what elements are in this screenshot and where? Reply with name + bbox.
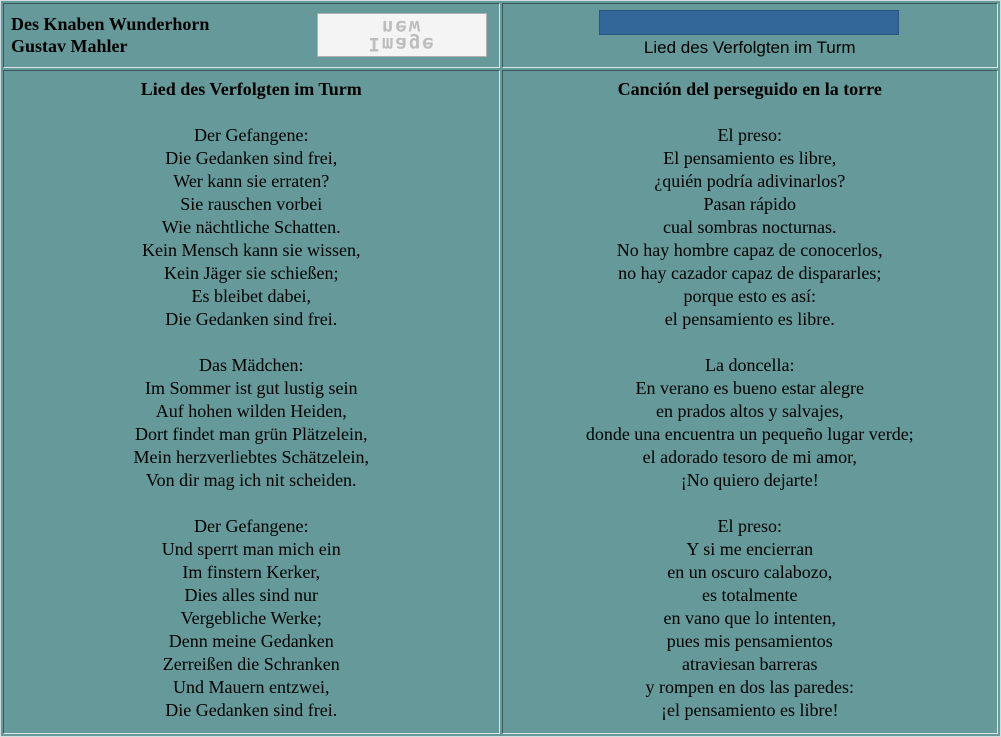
german-poem-line: Und Mauern entzwei, [173,677,330,697]
new-image-text-top: new [381,16,423,38]
spanish-poem-title: Canción del perseguido en la torre [617,79,882,99]
german-stanza [4,354,499,492]
german-poem-line: Die Gedanken sind frei, [165,148,338,168]
spanish-poem-line: La doncella: [705,355,795,375]
spanish-poem-line: en un oscuro calabozo, [667,562,833,582]
spanish-poem-line: el pensamiento es libre. [664,309,835,329]
german-poem [4,71,499,722]
german-poem-line: Es bleibet dabei, [191,286,311,306]
german-poem-line: Dort findet man grün Plätzelein, [135,424,368,444]
spanish-stanza [503,124,998,331]
german-poem-line: Im Sommer ist gut lustig sein [144,378,358,398]
header-right-cell [502,3,999,68]
spanish-poem-line: pues mis pensamientos [666,631,833,651]
german-poem-line: Zerreißen die Schranken [162,654,340,674]
blue-banner-bar [599,10,899,35]
composer-name: Gustav Mahler [11,36,128,56]
german-poem-line: Der Gefangene: [194,125,309,145]
german-poem-line: Im finstern Kerker, [182,562,321,582]
spanish-poem-line: en vano que lo intenten, [663,608,836,628]
spanish-poem-line: ¿quién podría adivinarlos? [654,171,846,191]
german-stanza [4,124,499,331]
spanish-poem-line: El preso: [717,125,782,145]
spanish-poem-line: El pensamiento es libre, [663,148,837,168]
german-poem-line: Die Gedanken sind frei. [165,700,338,720]
spanish-poem-line: porque esto es así: [683,286,816,306]
german-poem-line: Wer kann sie erraten? [173,171,330,191]
song-subtitle: Lied des Verfolgten im Turm [643,38,856,57]
german-poem-line: Vergebliche Werke; [180,608,322,628]
spanish-poem-line: ¡el pensamiento es libre! [661,700,839,720]
spanish-poem-line: es totalmente [702,585,798,605]
german-poem-title: Lied des Verfolgten im Turm [140,79,362,99]
spanish-poem-line: No hay hombre capaz de conocerlos, [616,240,883,260]
german-poem-line: Wie nächtliche Schatten. [161,217,341,237]
german-poem-line: Auf hohen wilden Heiden, [155,401,347,421]
german-poem-line: Denn meine Gedanken [168,631,334,651]
spanish-stanza [503,515,998,722]
spanish-poem-line: el adorado tesoro de mi amor, [642,447,857,467]
german-poem-line: Dies alles sind nur [184,585,318,605]
german-poem-line: Sie rauschen vorbei [180,194,323,214]
work-title: Des Knaben Wunderhorn [11,14,210,34]
spanish-poem-line: donde una encuentra un pequeño lugar verde; [585,424,914,444]
spanish-text-cell [502,70,999,734]
spanish-poem-line: ¡No quiero dejarte! [680,470,819,490]
spanish-poem-line: En verano es bueno estar alegre [635,378,864,398]
german-poem-line: Von dir mag ich nit scheiden. [145,470,357,490]
spanish-poem-line: cual sombras nocturnas. [663,217,837,237]
german-poem-line: Kein Jäger sie schießen; [164,263,339,283]
german-poem-line: Der Gefangene: [194,516,309,536]
spanish-poem-line: y rompen en dos las paredes: [645,677,854,697]
spanish-poem-line: en prados altos y salvajes, [656,401,844,421]
spanish-poem-line: Pasan rápido [703,194,796,214]
spanish-poem-line: no hay cazador capaz de dispararles; [618,263,882,283]
spanish-poem-line: El preso: [717,516,782,536]
spanish-poem-line: Y si me encierran [686,539,814,559]
spanish-stanza [503,354,998,492]
german-text-cell [3,70,500,734]
new-image-text-bottom: Image [368,33,436,55]
header-left-cell [3,3,500,68]
german-poem-line: Die Gedanken sind frei. [165,309,338,329]
german-poem-line: Das Mädchen: [199,355,304,375]
work-title-block [11,13,209,57]
german-stanza [4,515,499,722]
german-poem-line: Und sperrt man mich ein [161,539,341,559]
german-poem-line: Mein herzverliebtes Schätzelein, [133,447,369,467]
new-image-placeholder [317,13,487,57]
spanish-poem [503,71,998,722]
spanish-poem-line: atraviesan barreras [682,654,818,674]
german-poem-line: Kein Mensch kann sie wissen, [142,240,361,260]
